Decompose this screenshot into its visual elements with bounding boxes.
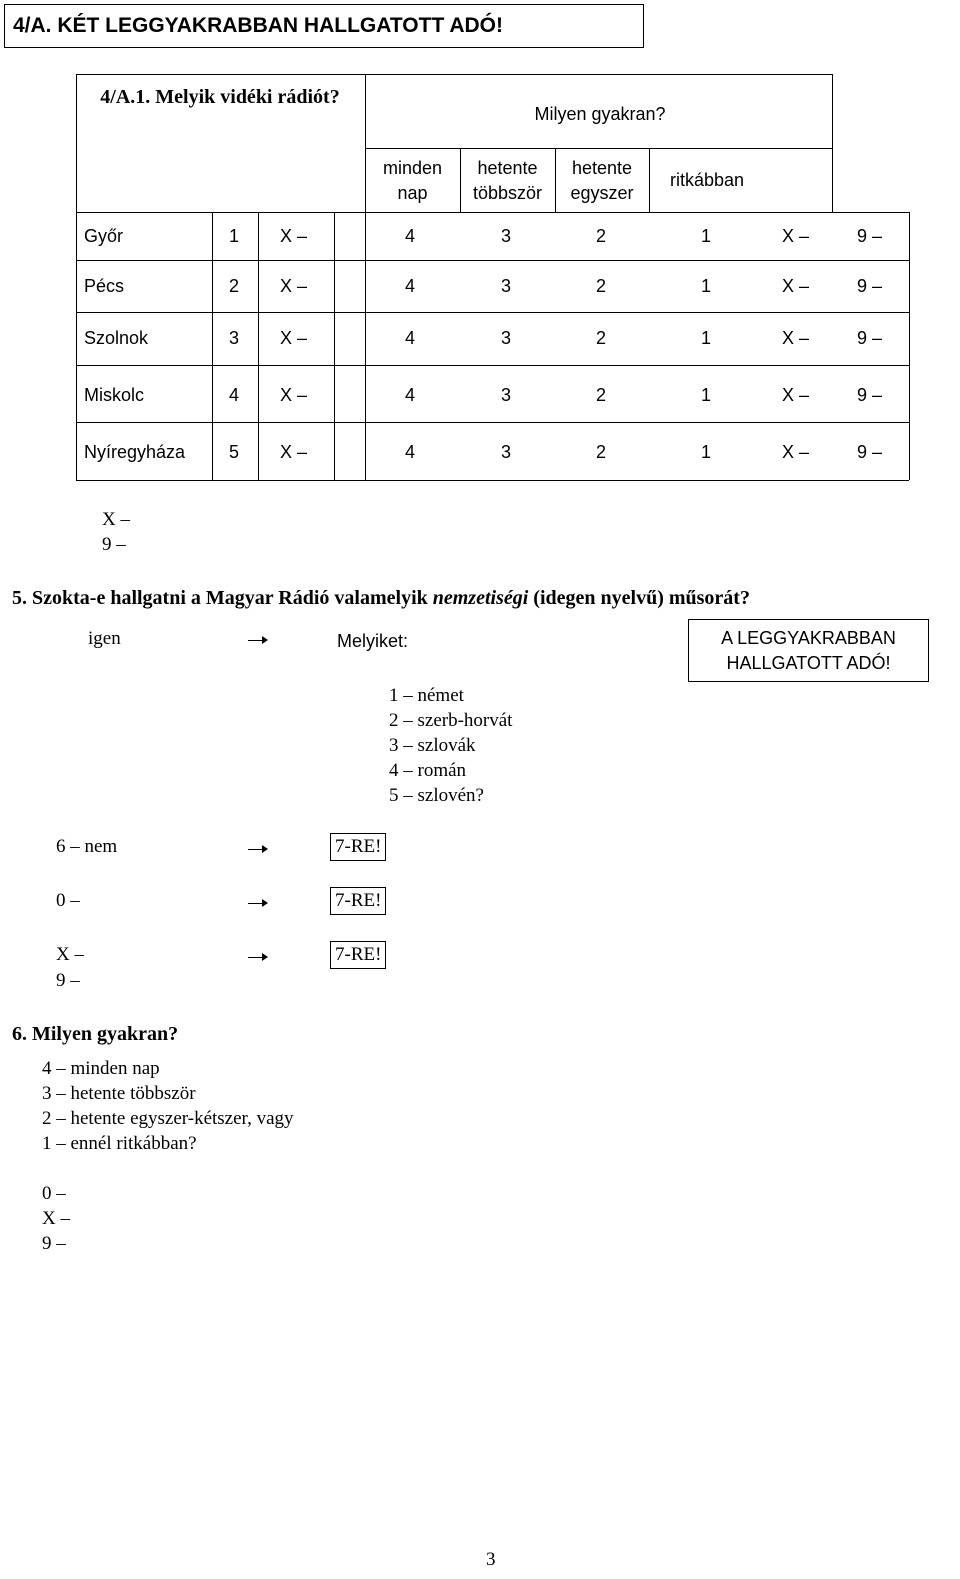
freq-x: X – [782, 226, 810, 246]
skip-to-7-box: 7-RE! [330, 887, 386, 915]
list-item: 3 – hetente többször [42, 1083, 196, 1104]
col-header-daily: minden nap [382, 158, 443, 203]
freq-9: 9 – [857, 328, 883, 348]
arrow-right-icon [248, 899, 268, 909]
freq-2: 2 [596, 226, 607, 246]
freq-4: 4 [405, 442, 416, 462]
answer-x-label: X – [56, 944, 84, 965]
arrow-right-icon [248, 636, 268, 646]
station-name: Nyíregyháza [84, 442, 186, 462]
station-name: Szolnok [84, 328, 149, 348]
freq-9: 9 – [857, 276, 883, 296]
note-box [688, 619, 929, 682]
freq-x: X – [782, 385, 810, 405]
list-item: X – [42, 1208, 70, 1229]
question-5-text: Szokta-e hallgatni a Magyar Rádió valamelyik [32, 587, 428, 609]
list-item: 3 – szlovák [389, 735, 476, 756]
table-row [0, 326, 960, 351]
freq-2: 2 [596, 328, 607, 348]
section-title: 4/A. KÉT LEGGYAKRABBAN HALLGATOTT ADÓ! [13, 14, 504, 37]
list-item: 2 – hetente egyszer-kétszer, vagy [42, 1108, 294, 1129]
dont-know-code: X – [280, 385, 308, 405]
freq-1: 1 [701, 276, 712, 296]
question-6-codes [42, 1181, 70, 1256]
station-code: 5 [229, 442, 240, 462]
freq-1: 1 [701, 442, 712, 462]
table-row [0, 274, 960, 299]
list-item: 5 – szlovén? [389, 785, 484, 806]
note-line-1: A LEGGYAKRABBAN [721, 628, 896, 648]
arrow-right-icon [248, 845, 268, 855]
list-item: 9 – [42, 1233, 66, 1254]
freq-x: X – [782, 442, 810, 462]
question-6-title: 6. Milyen gyakran? [12, 1023, 179, 1045]
station-name: Miskolc [84, 385, 145, 405]
answer-zero-label: 0 – [56, 890, 80, 911]
question-5 [12, 586, 750, 611]
note-line-2: HALLGATOTT ADÓ! [726, 653, 891, 673]
freq-2: 2 [596, 276, 607, 296]
dont-know-code: X – [280, 226, 308, 246]
station-name: Pécs [84, 276, 125, 296]
freq-4: 4 [405, 385, 416, 405]
freq-9: 9 – [857, 226, 883, 246]
dont-know-code: X – [280, 442, 308, 462]
question-5-italic: nemzetiségi [432, 587, 529, 609]
freq-3: 3 [501, 385, 512, 405]
dont-know-code: X – [280, 276, 308, 296]
freq-4: 4 [405, 328, 416, 348]
question-6-options [42, 1056, 294, 1156]
list-item: 2 – szerb-horvát [389, 710, 513, 731]
freq-3: 3 [501, 328, 512, 348]
table-row [0, 440, 960, 465]
freq-3: 3 [501, 226, 512, 246]
freq-9: 9 – [857, 442, 883, 462]
freq-4: 4 [405, 226, 416, 246]
freq-1: 1 [701, 226, 712, 246]
which-label: Melyiket: [337, 631, 409, 651]
freq-2: 2 [596, 442, 607, 462]
col-header-weekly-once: hetente egyszer [570, 158, 634, 203]
col-header-weekly-more: hetente többször [472, 158, 543, 203]
language-options [389, 683, 512, 808]
radio-table [0, 0, 960, 500]
list-item: 1 – német [389, 685, 464, 706]
freq-x: X – [782, 276, 810, 296]
col-header-rarely: ritkábban [669, 170, 745, 190]
list-item: 4 – minden nap [42, 1058, 160, 1079]
station-code: 1 [229, 226, 240, 246]
freq-3: 3 [501, 442, 512, 462]
table-after-code: 9 – [102, 534, 126, 555]
freq-9: 9 – [857, 385, 883, 405]
freq-1: 1 [701, 328, 712, 348]
list-item: 4 – román [389, 760, 467, 781]
frequency-heading: Milyen gyakran? [534, 104, 666, 124]
answer-yes-label: igen [88, 628, 121, 649]
freq-2: 2 [596, 385, 607, 405]
station-code: 2 [229, 276, 240, 296]
table-row [0, 383, 960, 408]
station-code: 4 [229, 385, 240, 405]
table-after-code: X – [102, 509, 130, 530]
station-name: Győr [84, 226, 124, 246]
page-number: 3 [486, 1549, 496, 1570]
skip-to-7-box: 7-RE! [330, 833, 386, 861]
skip-to-7-box: 7-RE! [330, 941, 386, 969]
freq-3: 3 [501, 276, 512, 296]
freq-1: 1 [701, 385, 712, 405]
question-5-number: 5. [12, 587, 27, 609]
question-5-text-end: (idegen nyelvű) műsorát? [533, 587, 750, 609]
list-item: 0 – [42, 1183, 66, 1204]
freq-4: 4 [405, 276, 416, 296]
list-item: 1 – ennél ritkábban? [42, 1133, 197, 1154]
freq-x: X – [782, 328, 810, 348]
arrow-right-icon [248, 953, 268, 963]
answer-9-label: 9 – [56, 970, 80, 991]
station-code: 3 [229, 328, 240, 348]
answer-no-label: 6 – nem [56, 836, 118, 857]
dont-know-code: X – [280, 328, 308, 348]
table-row [0, 224, 960, 249]
question-4a1-label: 4/A.1. Melyik vidéki rádiót? [100, 86, 340, 108]
